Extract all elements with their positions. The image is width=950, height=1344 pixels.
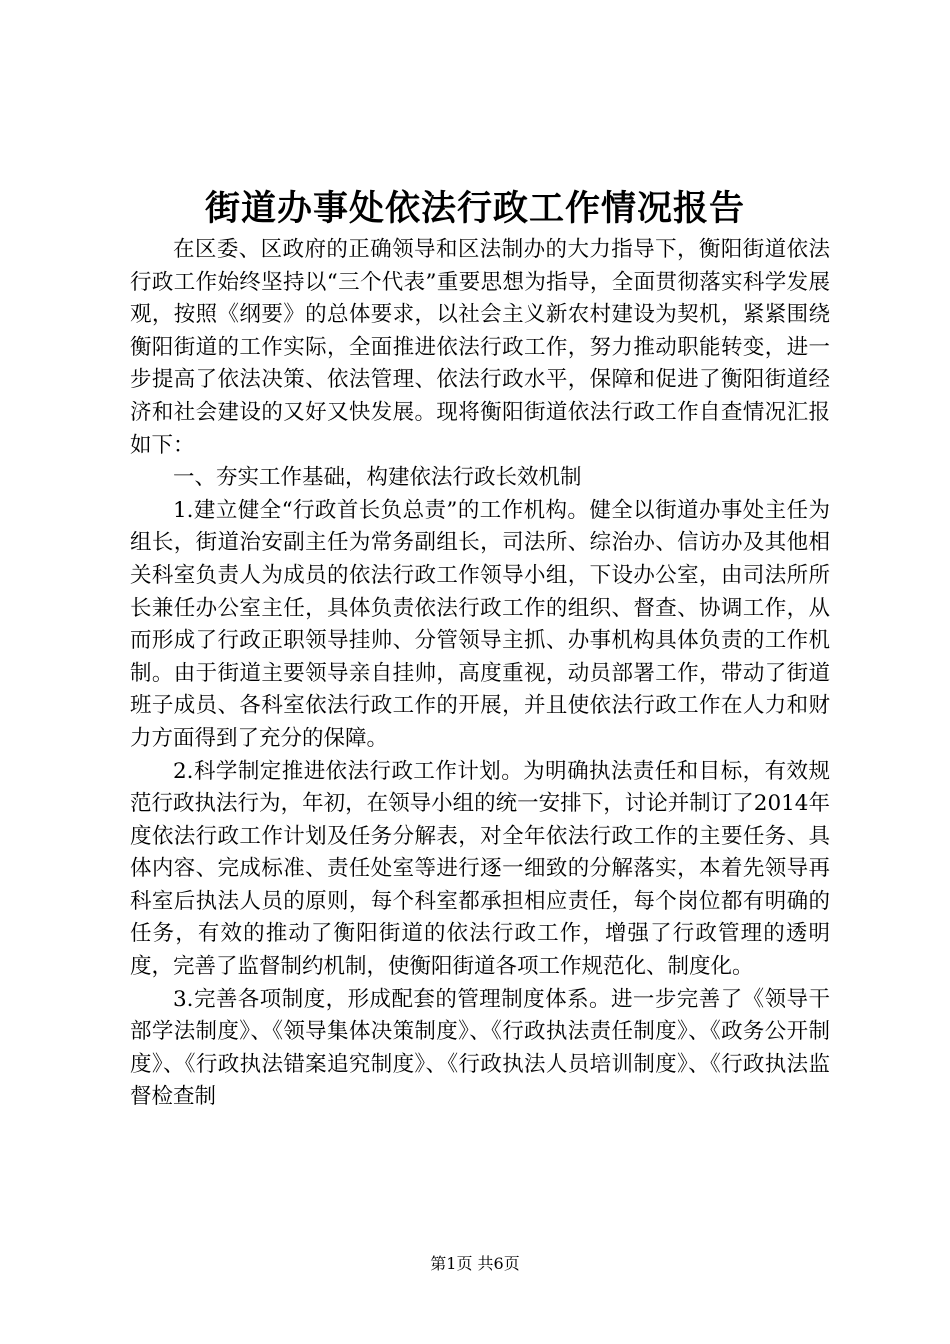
document-title: 街道办事处依法行政工作情况报告 bbox=[204, 188, 745, 229]
paragraph-item-3: 3.完善各项制度，形成配套的管理制度体系。进一步完善了《领导干部学法制度》、《领导集体决策制度》、《行政执法责任制度》、《政务公开制度》、《行政执法错案追究制度》、《行政执法人员培训制度》、《行政执法监督检查制 bbox=[130, 986, 830, 1110]
paragraph-intro: 在区委、区政府的正确领导和区法制办的大力指导下，衡阳街道依法行政工作始终坚持以“三个代表”重要思想为指导，全面贯彻落实科学发展观，按照《纲要》的总体要求，以社会主义新农村建设为契机，紧紧围绕衡阳街道的工作实际，全面推进依法行政工作，努力推动职能转变，进一步提高了依法决策、依法管理、依法行政水平，保障和促进了衡阳街道经济和社会建设的又好又快发展。现将衡阳街道依法行政工作自查情况汇报如下： bbox=[130, 237, 830, 458]
document-body bbox=[130, 234, 830, 1114]
page-footer: 第1页 共6页 bbox=[430, 1254, 520, 1273]
paragraph-item-2: 2.科学制定推进依法行政工作计划。为明确执法责任和目标，有效规范行政执法行为，年初，在领导小组的统一安排下，讨论并制订了2014年度依法行政工作计划及任务分解表，对全年依法行政工作的主要任务、具体内容、完成标准、责任处室等进行逐一细致的分解落实，本着先领导再科室后执法人员的原则，每个科室都承担相应责任，每个岗位都有明确的任务，有效的推动了衡阳街道的依法行政工作，增强了行政管理的透明度，完善了监督制约机制，使衡阳街道各项工作规范化、制度化。 bbox=[130, 758, 830, 980]
section-heading-1: 一、夯实工作基础，构建依法行政长效机制 bbox=[173, 465, 582, 491]
paragraph-item-1: 1.建立健全“行政首长负总责”的工作机构。健全以街道办事处主任为组长，街道治安副主任为常务副组长，司法所、综治办、信访办及其他相关科室负责人为成员的依法行政工作领导小组，下设办公室，由司法所所长兼任办公室主任，具体负责依法行政工作的组织、督查、协调工作，从而形成了行政正职领导挂帅、分管领导主抓、办事机构具体负责的工作机制。由于街道主要领导亲自挂帅，高度重视，动员部署工作，带动了街道班子成员、各科室依法行政工作的开展，并且使依法行政工作在人力和财力方面得到了充分的保障。 bbox=[130, 497, 830, 751]
